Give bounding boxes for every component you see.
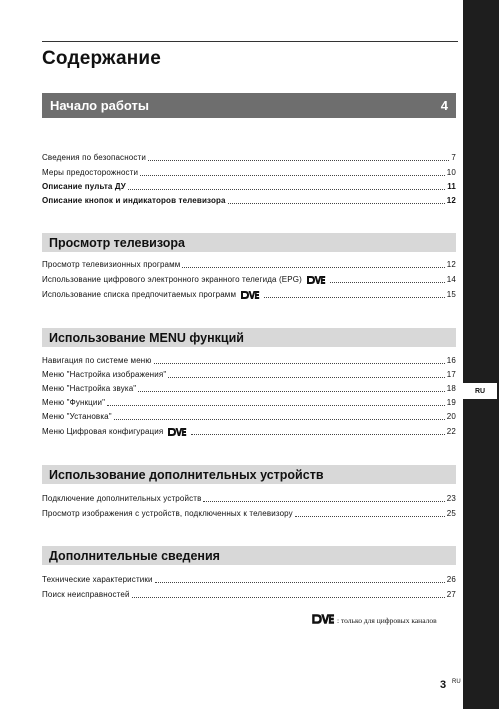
entry-page: 14	[446, 275, 456, 284]
section-page: 4	[440, 98, 448, 113]
entry-text: Меню "Установка"	[42, 412, 112, 421]
language-tab: RU	[463, 383, 497, 399]
section-header-menu-functions[interactable]	[42, 328, 456, 347]
toc-entry-features-menu[interactable]	[42, 396, 456, 408]
entry-page: 11	[447, 182, 456, 191]
entry-page: 12	[446, 196, 456, 205]
dvb-logo-icon	[311, 613, 335, 627]
dvb-logo-icon	[240, 290, 260, 300]
toc-entry-buttons[interactable]	[42, 194, 456, 206]
dvb-footnote	[311, 613, 437, 627]
entry-page: 26	[446, 575, 456, 584]
side-tab-strip	[463, 0, 499, 709]
dot-leader	[140, 175, 445, 176]
top-rule	[42, 41, 458, 42]
entry-text: Просмотр изображения с устройств, подключенных к телевизору	[42, 509, 293, 518]
entry-page: 23	[446, 494, 456, 503]
dot-leader	[182, 267, 444, 268]
entry-page: 15	[446, 290, 456, 299]
entry-text: Просмотр телевизионных программ	[42, 260, 181, 269]
dot-leader	[107, 405, 445, 406]
entry-page: 20	[446, 412, 456, 421]
dvb-logo-icon	[306, 275, 326, 285]
entry-page: 7	[451, 153, 456, 162]
toc-entry-specifications[interactable]	[42, 573, 456, 585]
section-header-watching-tv[interactable]	[42, 233, 456, 252]
toc-entry-safety[interactable]	[42, 151, 456, 163]
entry-page: 12	[446, 260, 456, 269]
entry-text: Подключение дополнительных устройств	[42, 494, 202, 503]
toc-entry-troubleshooting[interactable]	[42, 588, 456, 600]
entry-page: 17	[446, 370, 456, 379]
entry-text: Сведения по безопасности	[42, 153, 146, 162]
entry-text: Меры предосторожности	[42, 168, 139, 177]
toc-entry-digital-config[interactable]	[42, 425, 456, 437]
dot-leader	[203, 501, 444, 502]
dot-leader	[114, 419, 445, 420]
entry-text: Поиск неисправностей	[42, 590, 130, 599]
toc-entry-connecting[interactable]	[42, 492, 456, 504]
dvb-footnote-text: : только для цифровых каналов	[337, 615, 437, 625]
entry-text: Описание пульта ДУ	[42, 182, 126, 191]
entry-text: Технические характеристики	[42, 575, 153, 584]
entry-page: 16	[446, 356, 456, 365]
dot-leader	[128, 189, 445, 190]
dot-leader	[138, 391, 445, 392]
entry-text: Использование списка предпочитаемых программ	[42, 290, 237, 299]
toc-entry-navigation[interactable]	[42, 354, 456, 366]
section-title: Использование MENU функций	[49, 330, 244, 345]
dot-leader	[154, 363, 445, 364]
page-number-suffix: RU	[452, 679, 461, 685]
dot-leader	[132, 597, 445, 598]
toc-entry-watching[interactable]	[42, 258, 456, 270]
entry-page: 25	[446, 509, 456, 518]
dot-leader	[155, 582, 445, 583]
toc-entry-favorites[interactable]	[42, 288, 456, 300]
entry-page: 19	[446, 398, 456, 407]
entry-page: 22	[446, 427, 456, 436]
dot-leader	[330, 282, 445, 283]
entry-page: 10	[446, 168, 456, 177]
dot-leader	[168, 377, 444, 378]
entry-text: Меню "Настройка изображения"	[42, 370, 167, 379]
entry-text: Использование цифрового электронного экранного телегида (EPG)	[42, 275, 302, 284]
toc-entry-epg[interactable]	[42, 273, 456, 285]
section-title: Дополнительные сведения	[49, 548, 220, 563]
section-title: Просмотр телевизора	[49, 235, 185, 250]
entry-text: Меню "Функции"	[42, 398, 106, 407]
toc-entry-setup-menu[interactable]	[42, 410, 456, 422]
section-header-external-devices[interactable]	[42, 465, 456, 484]
toc-entry-viewing-devices[interactable]	[42, 507, 456, 519]
dot-leader	[295, 516, 445, 517]
toc-entry-picture-menu[interactable]	[42, 368, 456, 380]
dvb-logo-icon	[167, 427, 187, 437]
entry-text: Навигация по системе меню	[42, 356, 152, 365]
toc-entry-sound-menu[interactable]	[42, 382, 456, 394]
toc-entry-precautions[interactable]	[42, 166, 456, 178]
dot-leader	[264, 297, 445, 298]
section-header-additional-info[interactable]	[42, 546, 456, 565]
dot-leader	[191, 434, 444, 435]
entry-text: Меню "Настройка звука"	[42, 384, 137, 393]
section-title: Начало работы	[50, 98, 149, 113]
dot-leader	[148, 160, 449, 161]
entry-page: 18	[446, 384, 456, 393]
toc-entry-remote[interactable]	[42, 180, 456, 192]
entry-text: Описание кнопок и индикаторов телевизора	[42, 196, 226, 205]
entry-page: 27	[446, 590, 456, 599]
entry-text: Меню Цифровая конфигурация	[42, 427, 164, 436]
page-title: Содержание	[42, 48, 162, 69]
section-header-getting-started[interactable]	[42, 93, 456, 118]
page-number: 3	[440, 679, 447, 691]
dot-leader	[228, 203, 445, 204]
section-title: Использование дополнительных устройств	[49, 467, 324, 482]
